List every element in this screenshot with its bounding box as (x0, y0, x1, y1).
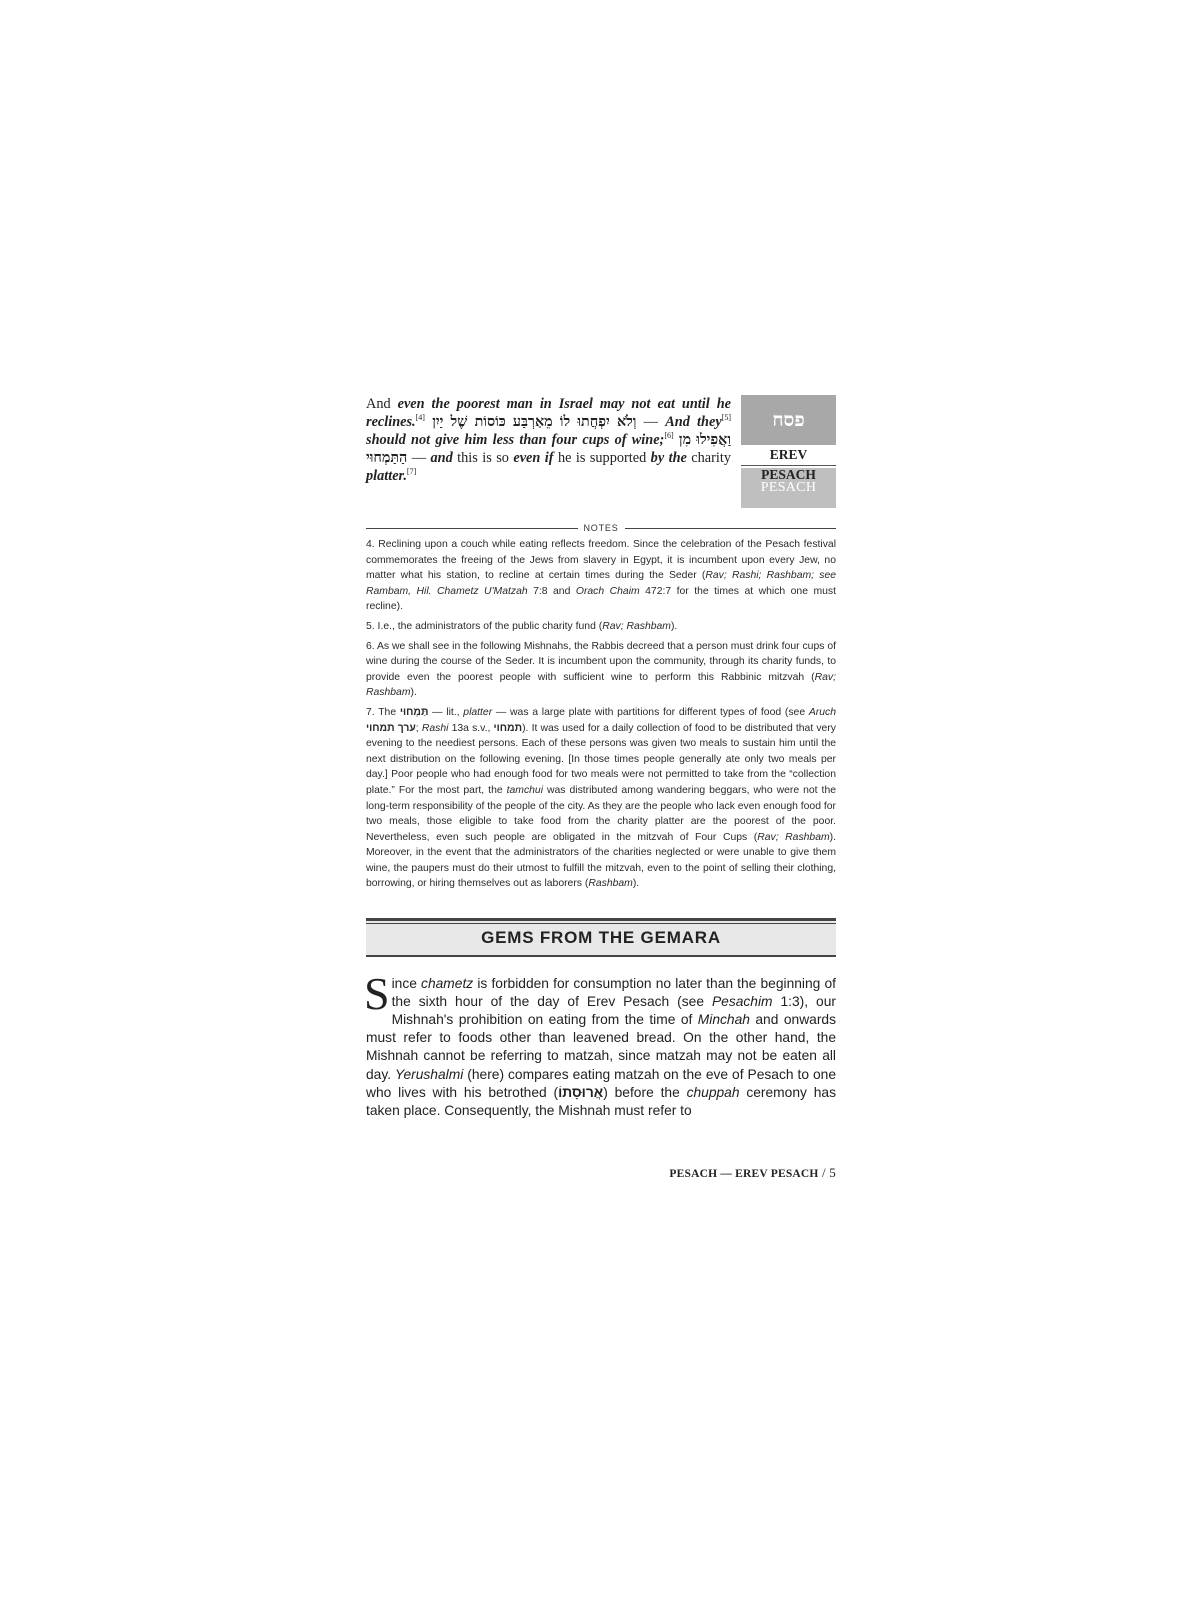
mishnah-text-run: this is so (452, 450, 514, 467)
mishnah-text (366, 395, 731, 485)
tab-tractate-title: PESACH (741, 468, 836, 508)
notes-label: NOTES (583, 523, 619, 533)
footnote-ref[interactable]: [5] (721, 413, 731, 423)
mishnah-text-run: And they (665, 414, 722, 431)
mishnah-text-run: by the (650, 450, 687, 467)
chapter-tab (741, 395, 836, 508)
hebrew-phrase: וַאֲפִילוּ מִן הַתַּמְחוּי (366, 432, 732, 467)
note-6: 6. As we shall see in the following Mishnahs, the Rabbis decreed that a person must drink four cups of wine during the course of the Seder. It is incumbent upon the community, through its charity funds, to provide even the poorest people with sufficient wine to perform this Rabbinic mitzvah (Rav; Rashbam). (366, 640, 836, 699)
folio-separator: / (818, 1165, 830, 1180)
mishnah-text-run: should not give him less than four cups of wine; (366, 432, 665, 449)
gems-heading: GEMS FROM THE GEMARA (481, 928, 721, 948)
tab-hebrew-title: פסח (741, 395, 836, 445)
page-footer (669, 1165, 836, 1181)
notes-divider (366, 521, 836, 535)
gems-body-text: Since chametz is forbidden for consumption no later than the beginning of the sixth hour of the day of Erev Pesach (see Pesachim 1:3), our Mishnah's prohibition on eating from the time of Minchah and onwards must refer to foods other than leavened bread. On the other hand, the Mishnah cannot be referring to matzah, since matzah may not be eaten all day. Yerushalmi (here) compares eating matzah on the eve of Pesach to one who lives with his betrothed (אֲרוּסָתוֹ) before the chuppah ceremony has taken place. Consequently, the Mishnah must refer to (364, 968, 837, 1118)
note-4: 4. Reclining upon a couch while eating reflects freedom. Since the celebration of the Pesach festival commemorates the freeing of the Jews from slavery in Egypt, it is incumbent upon every Jew, no matter what his station, to recline at certain times during the Seder (Rav; Rashi; Rashbam; see Rambam, Hil. Chametz U'Matzah 7:8 and Orach Chaim 472:7 for the times at which one must recline). (366, 539, 836, 613)
mishnah-text-run: — (636, 414, 666, 431)
tab-chapter-title: EREV PESACH (741, 445, 836, 466)
divider-line (625, 528, 837, 529)
mishnah-text-run: charity (686, 450, 732, 467)
drop-cap: S (364, 968, 390, 1020)
mishnah-text-run: And (366, 396, 398, 412)
note-5: 5. I.e., the administrators of the public charity fund (Rav; Rashbam). (366, 620, 678, 632)
mishnah-text-run: — (407, 450, 431, 467)
hebrew-phrase: וְלֹא יִפְחֲתוּ לוֹ מֵאַרְבַּע כּוֹסוֹת שֶׁל יַיִן (432, 414, 637, 431)
footnote-ref[interactable]: [4] (415, 413, 425, 423)
page-content (364, 395, 837, 1180)
mishnah-text-run: even if (513, 450, 554, 467)
hebrew-word: אֲרוּסָתוֹ (558, 1084, 604, 1100)
divider-line (366, 528, 578, 529)
gems-heading-bar (366, 918, 836, 957)
note-7: 7. The תַּמְחוּי — lit., platter — was a large plate with partitions for different types of food (see Aruch ערך תמחוי; Rashi 13a s.v., תמחוי). It was used for a daily collection of food to be distributed that very evening to the neediest persons. Each of these persons was given two meals to sustain him until the next distribution on the following evening. [In those times people generally ate only two meals per day.] Poor people who had enough food for two meals were not permitted to take from the “collection plate.” For the most part, the tamchui was distributed among wandering beggars, who were not the long-term responsibility of the people of the city. As they are the people who lack even enough food for two meals, those eligible to take food from the charity platter are the poorest of the poor. Nevertheless, even such people are obligated in the mitzvah of Four Cups (Rav; Rashbam). Moreover, in the event that the administrators of the charities neglected or were unable to give them wine, the paupers must do their utmost to fulfill the mitzvah, even to the point of selling their clothing, borrowing, or hiring themselves out as laborers (Rashbam). (366, 706, 836, 890)
footnote-ref[interactable]: [6] (664, 431, 674, 441)
notes-section (366, 537, 836, 892)
mishnah-text-run: platter. (366, 468, 407, 485)
footnote-ref[interactable]: [7] (406, 467, 417, 477)
running-footer: PESACH — EREV PESACH (669, 1168, 819, 1180)
mishnah-text-run: he is supported (553, 450, 651, 467)
mishnah-text-run: and (430, 450, 453, 467)
mishnah-section (366, 395, 836, 513)
page-number: 5 (829, 1165, 836, 1180)
mishnah-text-run: even the poorest man in Israel may not eat until he reclines. (366, 396, 731, 431)
